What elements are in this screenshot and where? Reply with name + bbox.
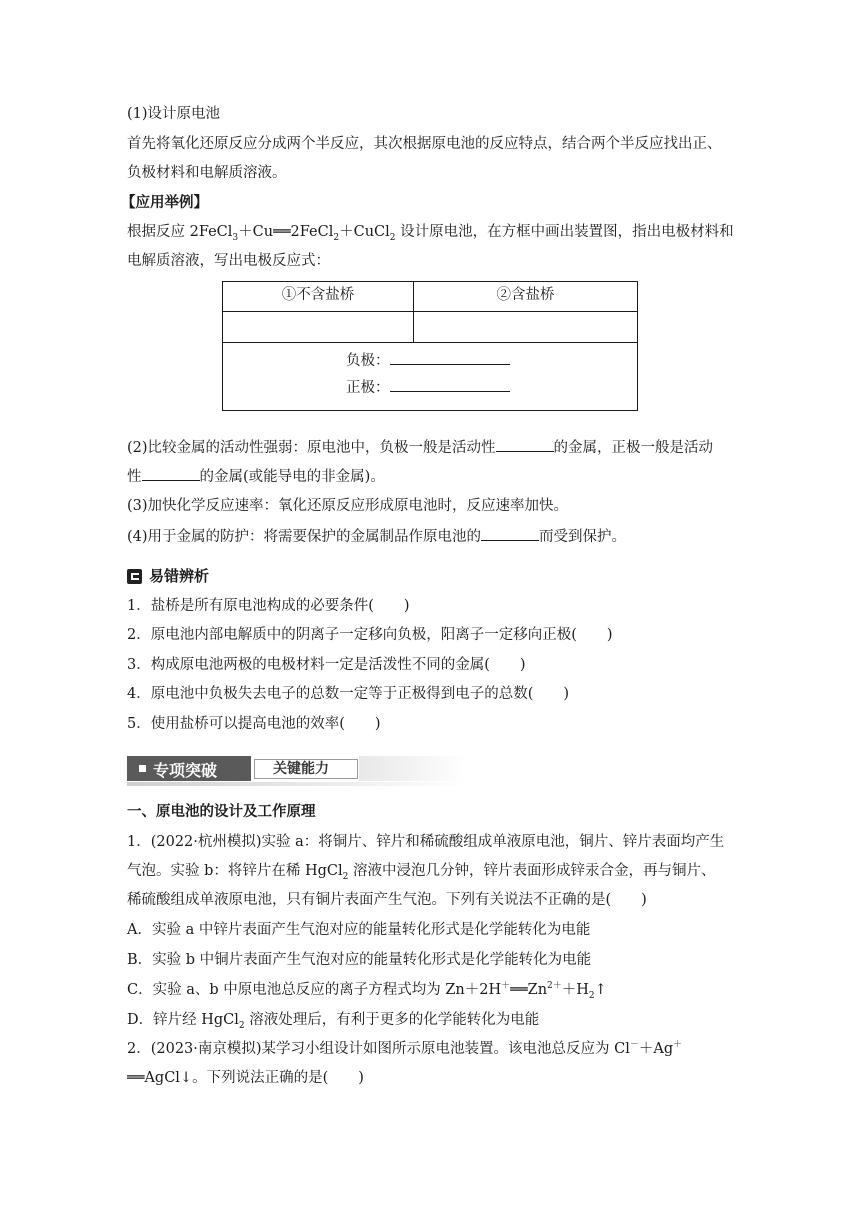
section-1-title: (1)设计原电池: [127, 106, 221, 122]
table-column-divider: [413, 282, 414, 342]
question-1-line-3: 稀硫酸组成单液原电池，只有铜片表面产生气泡。下列有关说法不正确的是( ): [127, 892, 647, 908]
error-item: 5．使用盐桥可以提高电池的效率( ): [127, 716, 381, 732]
fill-blank[interactable]: [142, 466, 200, 481]
error-analysis-icon: [127, 569, 142, 584]
banner-sub-label: 关键能力: [273, 761, 329, 777]
table-divider: [223, 342, 637, 343]
example-label: 【应用举例】: [121, 195, 208, 211]
table-header-no-salt-bridge: ①不含盐桥: [281, 287, 355, 303]
question-1-option-d: D．锌片经 HgCl$_2$ 溶液处理后，有利于更多的化学能转化为电能: [127, 1012, 540, 1031]
negative-electrode-blank[interactable]: [390, 350, 510, 365]
table-header-salt-bridge: ②含盐桥: [496, 287, 555, 303]
question-1-option-a: A．实验 a 中锌片表面产生气泡对应的能量转化形式是化学能转化为电能: [127, 922, 591, 938]
part-1-heading: 一、原电池的设计及工作原理: [127, 804, 316, 820]
banner-main: [127, 756, 251, 781]
error-item: 2．原电池内部电解质中的阴离子一定移向负极，阳离子一定移向正极( ): [127, 627, 613, 643]
banner-underline: [127, 782, 467, 786]
positive-electrode-row: 正极：: [346, 377, 510, 398]
section-2-line-1: (2)比较金属的活动性强弱：原电池中，负极一般是活动性 的金属，正极一般是活动: [127, 437, 713, 458]
question-1-line-2: 气泡。实验 b：将锌片在稀 HgCl$_2$ 溶液中浸泡几分钟，锌片表面形成锌汞合金，再与铜片、: [127, 863, 716, 882]
error-item: 1．盐桥是所有原电池构成的必要条件( ): [127, 598, 410, 614]
banner-main-label: 专项突破: [153, 761, 218, 780]
example-line-1: 根据反应 2FeCl$_3$＋Cu══2FeCl$_2$＋CuCl$_2$ 设计原电池，在方框中画出装置图，指出电极材料和: [127, 224, 734, 243]
section-1-paragraph-line-1: 首先将氧化还原反应分成两个半反应，其次根据原电池的反应特点，结合两个半反应找出正、: [127, 136, 722, 152]
negative-electrode-row: 负极：: [346, 350, 510, 371]
error-item: 4．原电池中负极失去电子的总数一定等于正极得到电子的总数( ): [127, 686, 570, 702]
table-divider: [223, 311, 637, 312]
question-1-line-1: 1．(2022·杭州模拟)实验 a：将铜片、锌片和稀硫酸组成单液原电池，铜片、锌片表面均产生: [127, 834, 725, 850]
error-item: 3．构成原电池两极的电极材料一定是活泼性不同的金属( ): [127, 657, 526, 673]
question-2-line-1: 2．(2023·南京模拟)某学习小组设计如图所示原电池装置。该电池总反应为 Cl－＋Ag＋: [127, 1040, 683, 1057]
positive-electrode-blank[interactable]: [390, 377, 510, 392]
fill-blank[interactable]: [496, 437, 554, 452]
fill-blank[interactable]: [481, 526, 539, 541]
question-2-line-2: ══AgCl↓。下列说法正确的是( ): [127, 1070, 364, 1086]
section-banner: [127, 756, 359, 781]
square-bullet-icon: [139, 765, 146, 772]
section-2-line-2: 性 的金属(或能导电的非金属)。: [127, 466, 385, 487]
answer-table: [222, 281, 638, 411]
example-line-2: 电解质溶液，写出电极反应式：: [127, 253, 330, 269]
question-1-option-b: B．实验 b 中铜片表面产生气泡对应的能量转化形式是化学能转化为电能: [127, 952, 592, 968]
banner-fade: [359, 756, 467, 781]
error-analysis-title: 易错辨析: [149, 567, 210, 585]
question-1-option-c: C．实验 a、b 中原电池总反应的离子方程式均为 $Zn+2H^+══Zn^{2+}+H_2↑$: [127, 981, 607, 1001]
section-4-line: (4)用于金属的防护：将需要保护的金属制品作原电池的 而受到保护。: [127, 526, 626, 547]
banner-sub: [254, 759, 358, 779]
section-3-line: (3)加快化学反应速率：氧化还原反应形成原电池时，反应速率加快。: [127, 498, 569, 514]
section-1-paragraph-line-2: 负极材料和电解质溶液。: [127, 165, 287, 181]
